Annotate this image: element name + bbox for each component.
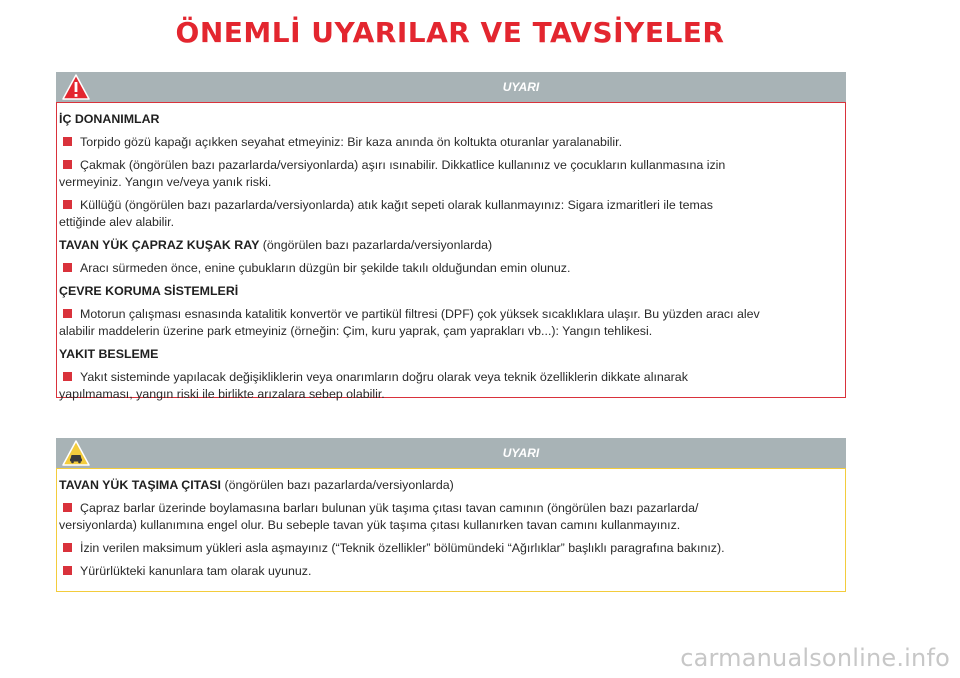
warning-triangle-icon [62, 74, 90, 111]
bullet-square-icon [63, 200, 72, 209]
warning-header-label: UYARI [502, 446, 540, 460]
section-heading: TAVAN YÜK TAŞIMA ÇITASI (öngörülen bazı pazarlarda/versiyonlarda) [59, 478, 454, 492]
bullet-square-icon [63, 543, 72, 552]
warning-body [56, 102, 846, 401]
bullet-square-icon [63, 160, 72, 169]
warning-box-interior [56, 72, 846, 401]
list-item: Çapraz barlar üzerinde boylamasına barları bulunan yük taşıma çıtası tavan camının (öngörülen bazı pazarlarda/ versiyonlarda) kullanımına engel olur. Bu sebeple tavan yük taşıma çıtası kullanırken tavan camını kullanmayınız. [59, 501, 699, 532]
section-heading: TAVAN YÜK ÇAPRAZ KUŞAK RAY (öngörülen bazı pazarlarda/versiyonlarda) [59, 238, 493, 252]
bullet-square-icon [63, 503, 72, 512]
warning-header-label: UYARI [502, 80, 540, 94]
section-heading: YAKIT BESLEME [59, 347, 159, 361]
bullet-square-icon [63, 137, 72, 146]
warning-box-roof-rack [56, 438, 846, 592]
watermark: carmanualsonline.info [680, 644, 950, 672]
list-item: Yürürlükteki kanunlara tam olarak uyunuz. [57, 563, 845, 580]
list-item: Yakıt sisteminde yapılacak değişikliklerin veya onarımların doğru olarak veya teknik özelliklerin dikkate alınarak yapılmaması, yangın riski ile birlikte arızalara sebep olabilir. [59, 370, 688, 401]
list-item: Torpido gözü kapağı açıkken seyahat etmeyiniz: Bir kaza anında ön koltukta oturanlar yaralanabilir. [57, 134, 845, 151]
warning-header [56, 438, 846, 468]
list-item: Aracı sürmeden önce, enine çubukların düzgün bir şekilde takılı olduğundan emin olunuz. [57, 260, 845, 277]
page-title: ÖNEMLİ UYARILAR VE TAVSİYELER [175, 16, 725, 49]
warning-header [56, 72, 846, 102]
list-item: Küllüğü (öngörülen bazı pazarlarda/versiyonlarda) atık kağıt sepeti olarak kullanmayınız: Sigara izmaritleri ile temas ettiğinde alev alabilir. [59, 198, 713, 229]
section-heading: İÇ DONANIMLAR [59, 112, 160, 126]
bullet-square-icon [63, 263, 72, 272]
list-item: İzin verilen maksimum yükleri asla aşmayınız (“Teknik özellikler” bölümündeki “Ağırlıklar” başlıklı paragrafına bakınız). [57, 540, 845, 557]
warning-body [56, 468, 846, 592]
section-heading: ÇEVRE KORUMA SİSTEMLERİ [59, 284, 239, 298]
list-item: Çakmak (öngörülen bazı pazarlarda/versiyonlarda) aşırı ısınabilir. Dikkatlice kullanınız ve çocukların kullanmasına izin vermeyiniz. Yangın ve/veya yanık riski. [59, 158, 726, 189]
bullet-square-icon [63, 566, 72, 575]
bullet-square-icon [63, 309, 72, 318]
bullet-square-icon [63, 372, 72, 381]
list-item: Motorun çalışması esnasında katalitik konvertör ve partikül filtresi (DPF) çok yüksek sıcaklıklara ulaşır. Bu yüzden aracı alev alabilir maddelerin üzerine park etmeyiniz (örneğin: Çim, kuru yaprak, çam yaprakları vb...): Yangın tehlikesi. [59, 307, 760, 338]
car-caution-icon [62, 440, 90, 477]
